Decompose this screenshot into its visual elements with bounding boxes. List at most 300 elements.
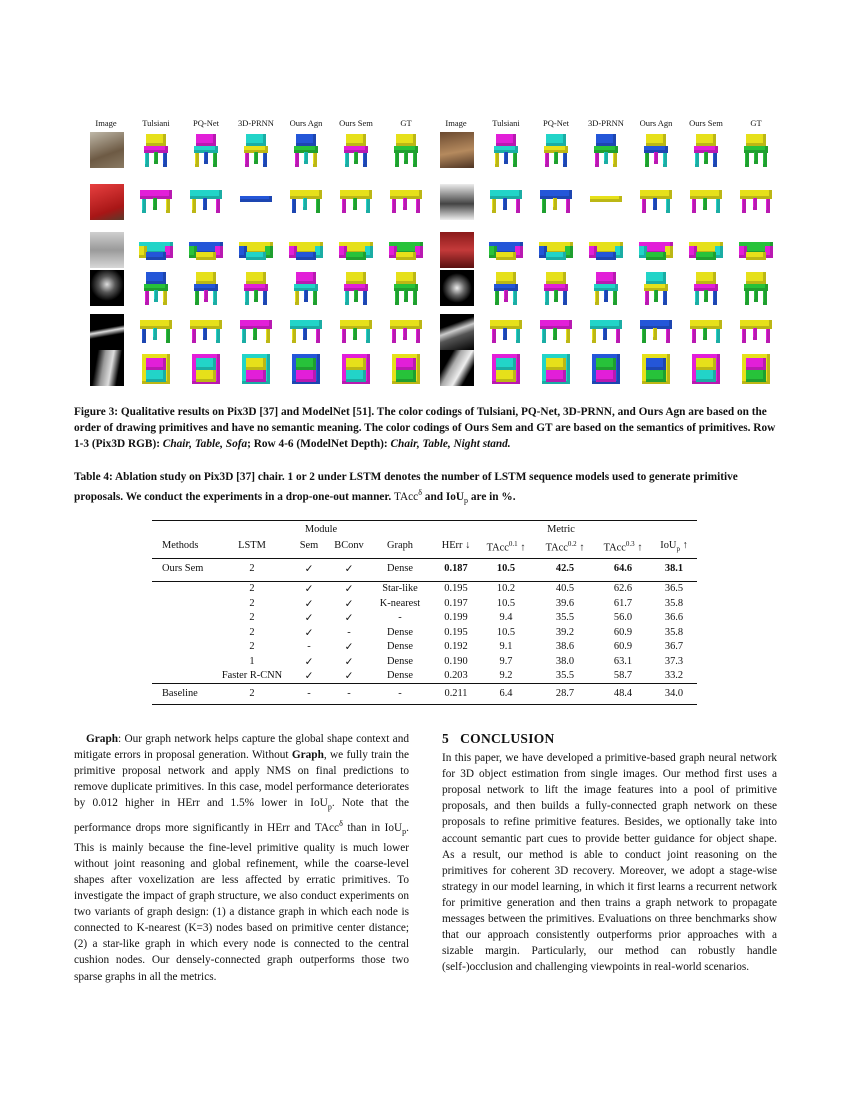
primitive-block xyxy=(266,329,270,343)
figure-caption xyxy=(74,404,776,452)
reconstruction-depth-table-3d-prnn-1 xyxy=(236,314,276,350)
reconstruction-depth-chair-ours-sem-1 xyxy=(336,270,376,306)
reconstruction-chair-3d-prnn-2 xyxy=(586,132,626,168)
row-ablation-5-bconv: ✓ xyxy=(344,642,354,653)
primitive-block xyxy=(296,272,316,284)
row-ablation-6-bconv: ✓ xyxy=(344,656,354,668)
primitive-block xyxy=(545,153,549,167)
reconstruction-depth-chair-gt-2 xyxy=(736,270,776,306)
row-ablation-3-graph: - xyxy=(398,612,402,623)
row-ablation-4-tacc01: 10.5 xyxy=(496,626,516,638)
row-ablation-6-sem: ✓ xyxy=(304,656,314,668)
row-ablation-3-sem: ✓ xyxy=(304,613,314,624)
row-ablation-4-bconv: - xyxy=(347,626,351,638)
primitive-block xyxy=(553,328,557,340)
header-tacc-01 xyxy=(487,540,526,553)
reconstruction-depth-table-gt-1 xyxy=(386,314,426,350)
primitive-block xyxy=(396,358,416,370)
primitive-block xyxy=(654,152,658,164)
primitive-block xyxy=(215,246,223,258)
header-tacc-02-sup: 0.2 xyxy=(567,540,577,548)
primitive-block xyxy=(392,199,396,213)
input-image-sofa-1 xyxy=(90,232,124,268)
row-ablation-2-bconv: ✓ xyxy=(344,598,354,610)
primitive-block xyxy=(163,291,167,305)
header-lstm: LSTM xyxy=(238,540,266,551)
reconstruction-night-stand-tulsiani-2 xyxy=(486,350,526,386)
reconstruction-night-stand-ours-sem-2 xyxy=(686,350,726,386)
primitive-block xyxy=(245,291,249,305)
primitive-block xyxy=(753,198,757,210)
primitive-block xyxy=(495,291,499,305)
row-ablation-3-lstm: 2 xyxy=(249,612,255,623)
row-ours-sem-tacc03: 64.6 xyxy=(613,563,633,574)
primitive-block xyxy=(713,291,717,305)
row-ablation-5-herr: 0.192 xyxy=(444,641,468,652)
reconstruction-depth-table-gt-2 xyxy=(736,314,776,350)
row-ours-sem-tacc02: 42.5 xyxy=(555,563,575,574)
row-ablation-2-tacc02: 39.6 xyxy=(555,597,575,609)
primitive-block xyxy=(354,152,358,164)
row-baseline-iou: 34.0 xyxy=(664,688,684,699)
primitive-block xyxy=(403,328,407,340)
reconstruction-chair-ours-agn-2 xyxy=(636,132,676,168)
primitive-block xyxy=(315,246,323,258)
reconstruction-depth-table-tulsiani-2 xyxy=(486,314,526,350)
header-iou xyxy=(660,540,687,553)
row-ablation-5-tacc01: 9.1 xyxy=(499,641,513,652)
primitive-block xyxy=(396,272,416,284)
primitive-block xyxy=(503,198,507,210)
row-ablation-5-sem: - xyxy=(307,641,311,652)
primitive-block xyxy=(746,358,766,370)
primitive-block xyxy=(754,152,758,164)
table-caption-iou-sub: p xyxy=(464,496,469,506)
header-tacc-02 xyxy=(546,540,585,553)
primitive-block xyxy=(563,153,567,167)
primitive-block xyxy=(204,290,208,302)
primitive-block xyxy=(546,358,566,370)
row-ablation-4-iou: 35.8 xyxy=(664,626,684,638)
reconstruction-night-stand-gt-1 xyxy=(386,350,426,386)
reconstruction-sofa-3d-prnn-2 xyxy=(586,232,626,268)
primitive-block xyxy=(246,252,266,260)
primitive-block xyxy=(353,328,357,340)
input-image-night-stand-2 xyxy=(440,350,474,386)
header-tacc-01-label: TAcc xyxy=(486,542,509,554)
primitive-block xyxy=(363,291,367,305)
primitive-block xyxy=(346,134,366,146)
primitive-block xyxy=(142,199,146,213)
reconstruction-sofa-pq-net-2 xyxy=(536,232,576,268)
primitive-block xyxy=(696,272,716,284)
primitive-block xyxy=(642,199,646,213)
primitive-block xyxy=(213,291,217,305)
primitive-block xyxy=(646,134,666,146)
primitive-block xyxy=(653,198,657,210)
primitive-block xyxy=(545,291,549,305)
primitive-block xyxy=(595,153,599,167)
reconstruction-depth-table-ours-agn-2 xyxy=(636,314,676,350)
primitive-block xyxy=(145,291,149,305)
column-header-2: Tulsiani xyxy=(142,118,170,128)
row-ablation-5-iou: 36.7 xyxy=(664,641,684,652)
row-ablation-4-tacc02: 39.2 xyxy=(555,626,575,638)
reconstruction-table-pq-net-2 xyxy=(536,184,576,220)
header-tacc-02-arrow: ↑ xyxy=(576,542,585,554)
section-number: 5 xyxy=(442,731,450,746)
row-ablation-5-tacc03: 60.9 xyxy=(613,641,633,652)
reconstruction-sofa-3d-prnn-1 xyxy=(236,232,276,268)
primitive-block xyxy=(613,153,617,167)
primitive-block xyxy=(615,246,623,258)
primitive-block xyxy=(703,328,707,340)
primitive-block xyxy=(546,272,566,284)
reconstruction-table-gt-2 xyxy=(736,184,776,220)
primitive-block xyxy=(746,370,766,382)
group-header-metric: Metric xyxy=(547,524,575,535)
primitive-block xyxy=(345,153,349,167)
reconstruction-sofa-ours-agn-1 xyxy=(286,232,326,268)
reconstruction-sofa-tulsiani-1 xyxy=(136,232,176,268)
reconstruction-depth-chair-pq-net-1 xyxy=(186,270,226,306)
primitive-block xyxy=(313,153,317,167)
row-ours-sem-tacc01: 10.5 xyxy=(496,563,516,574)
reconstruction-depth-table-ours-sem-1 xyxy=(336,314,376,350)
row-baseline-lstm: 2 xyxy=(249,688,255,699)
reconstruction-table-tulsiani-2 xyxy=(486,184,526,220)
table-header-rule xyxy=(152,558,697,559)
primitive-block xyxy=(204,152,208,164)
primitive-block xyxy=(392,329,396,343)
table-caption-end: are in %. xyxy=(468,490,516,503)
graph-text-sub: p xyxy=(327,802,332,812)
primitive-block xyxy=(345,291,349,305)
header-iou-label: IoU xyxy=(660,540,677,551)
reconstruction-table-3d-prnn-2 xyxy=(586,184,626,220)
graph-text-3: . Note that the performance drops more significantly in HErr and TAcc xyxy=(74,797,409,834)
primitive-block xyxy=(696,252,716,260)
primitive-block xyxy=(704,290,708,302)
header-tacc-03-sup: 0.3 xyxy=(625,540,635,548)
row-ablation-1-graph: Star-like xyxy=(382,583,418,594)
primitive-block xyxy=(265,246,273,258)
qualitative-results-figure xyxy=(84,118,774,386)
row-ablation-6-tacc02: 38.0 xyxy=(555,655,575,667)
column-header-8: Image xyxy=(445,118,467,128)
row-baseline-tacc02: 28.7 xyxy=(555,688,575,699)
header-tacc-03-arrow: ↑ xyxy=(634,542,643,554)
primitive-block xyxy=(603,328,607,340)
reconstruction-depth-chair-gt-1 xyxy=(386,270,426,306)
primitive-block xyxy=(263,291,267,305)
reconstruction-depth-table-ours-agn-1 xyxy=(286,314,326,350)
column-header-12: Ours Agn xyxy=(639,118,673,128)
primitive-block xyxy=(696,358,716,370)
row-ablation-7-herr: 0.203 xyxy=(444,670,468,681)
reconstruction-depth-chair-ours-agn-1 xyxy=(286,270,326,306)
primitive-block xyxy=(554,152,558,164)
column-header-13: Ours Sem xyxy=(689,118,723,128)
primitive-block xyxy=(396,252,416,260)
row-ablation-5-tacc02: 38.6 xyxy=(555,641,575,652)
reconstruction-night-stand-3d-prnn-1 xyxy=(236,350,276,386)
reconstruction-depth-chair-ours-sem-2 xyxy=(686,270,726,306)
primitive-block xyxy=(196,272,216,284)
primitive-block xyxy=(542,199,546,213)
primitive-block xyxy=(246,272,266,284)
left-column xyxy=(74,731,409,985)
row-ablation-2-tacc01: 10.5 xyxy=(496,597,516,609)
primitive-block xyxy=(296,358,316,370)
header-sem: Sem xyxy=(299,540,319,551)
primitive-block xyxy=(746,272,766,284)
primitive-block xyxy=(565,246,573,258)
row-ablation-3-tacc01: 9.4 xyxy=(499,612,513,623)
primitive-block xyxy=(665,246,673,258)
row-ablation-6-tacc01: 9.7 xyxy=(499,655,513,667)
primitive-block xyxy=(695,153,699,167)
primitive-block xyxy=(142,329,146,343)
primitive-block xyxy=(216,329,220,343)
primitive-block xyxy=(542,329,546,343)
primitive-block xyxy=(304,152,308,164)
primitive-block xyxy=(192,329,196,343)
reconstruction-night-stand-ours-agn-1 xyxy=(286,350,326,386)
row-ablation-4-lstm: 2 xyxy=(249,626,255,638)
input-image-sofa-2 xyxy=(440,232,474,268)
header-herr: HErr ↓ xyxy=(441,540,471,551)
reconstruction-depth-table-tulsiani-1 xyxy=(136,314,176,350)
reconstruction-sofa-gt-1 xyxy=(386,232,426,268)
primitive-block xyxy=(316,199,320,213)
row-ablation-5-lstm: 2 xyxy=(249,641,255,652)
primitive-block xyxy=(395,153,399,167)
primitive-block xyxy=(496,252,516,260)
row-ablation-4-tacc03: 60.9 xyxy=(613,626,633,638)
row-ablation-2-sem: ✓ xyxy=(304,598,314,610)
row-ablation-7-tacc01: 9.2 xyxy=(499,670,513,681)
primitive-block xyxy=(254,152,258,164)
input-image-depth-table-1 xyxy=(90,314,124,350)
primitive-block xyxy=(196,252,216,260)
primitive-block xyxy=(495,153,499,167)
input-image-night-stand-1 xyxy=(90,350,124,386)
primitive-block xyxy=(766,329,770,343)
primitive-block xyxy=(145,153,149,167)
primitive-block xyxy=(242,329,246,343)
primitive-block xyxy=(416,329,420,343)
primitive-block xyxy=(596,272,616,284)
primitive-block xyxy=(165,246,173,258)
primitive-block xyxy=(754,290,758,302)
primitive-block xyxy=(746,134,766,146)
primitive-block xyxy=(696,134,716,146)
primitive-block xyxy=(766,199,770,213)
reconstruction-depth-table-pq-net-2 xyxy=(536,314,576,350)
row-ours-sem-iou: 38.1 xyxy=(664,563,684,574)
row-ablation-1-sem: ✓ xyxy=(304,584,314,595)
primitive-block xyxy=(154,152,158,164)
reconstruction-sofa-ours-sem-2 xyxy=(686,232,726,268)
primitive-block xyxy=(296,134,316,146)
primitive-block xyxy=(515,246,523,258)
row-ablation-1-iou: 36.5 xyxy=(664,583,684,594)
primitive-block xyxy=(254,290,258,302)
primitive-block xyxy=(413,291,417,305)
primitive-block xyxy=(613,291,617,305)
row-ablation-7-bconv: ✓ xyxy=(344,671,354,682)
figure-caption-pix3d: Chair, Table, Sofa xyxy=(162,438,248,450)
primitive-block xyxy=(342,199,346,213)
row-ablation-2-iou: 35.8 xyxy=(664,597,684,609)
primitive-block xyxy=(263,153,267,167)
row-ablation-7-lstm: Faster R-CNN xyxy=(221,670,283,681)
primitive-block xyxy=(654,290,658,302)
row-ablation-3-iou: 36.6 xyxy=(664,612,684,623)
row-ablation-4-sem: ✓ xyxy=(304,627,314,639)
table-caption-tacc-sup: δ xyxy=(418,488,422,497)
primitive-block xyxy=(666,329,670,343)
primitive-block xyxy=(516,329,520,343)
primitive-block xyxy=(516,199,520,213)
reconstruction-table-ours-sem-1 xyxy=(336,184,376,220)
primitive-block xyxy=(696,370,716,382)
graph-text-1: : Our graph network helps capture the global shape context and mitigate errors in proposal generation. Without xyxy=(74,733,409,762)
reconstruction-depth-table-3d-prnn-2 xyxy=(586,314,626,350)
primitive-block xyxy=(366,329,370,343)
reconstruction-depth-chair-3d-prnn-1 xyxy=(236,270,276,306)
reconstruction-night-stand-pq-net-1 xyxy=(186,350,226,386)
reconstruction-table-ours-agn-1 xyxy=(286,184,326,220)
reconstruction-chair-tulsiani-2 xyxy=(486,132,526,168)
primitive-block xyxy=(192,199,196,213)
primitive-block xyxy=(745,153,749,167)
primitive-block xyxy=(404,152,408,164)
primitive-block xyxy=(292,329,296,343)
primitive-block xyxy=(765,246,773,258)
reconstruction-chair-3d-prnn-1 xyxy=(236,132,276,168)
primitive-block xyxy=(365,246,373,258)
row-ablation-7-iou: 33.2 xyxy=(664,670,684,681)
primitive-block xyxy=(496,370,516,382)
primitive-block xyxy=(196,358,216,370)
column-header-1: Image xyxy=(95,118,117,128)
row-baseline-sem: - xyxy=(307,688,311,699)
primitive-block xyxy=(496,134,516,146)
header-tacc-03 xyxy=(604,540,643,553)
primitive-block xyxy=(354,290,358,302)
figure-caption-text: Figure 3: Qualitative results on Pix3D [37] and ModelNet [51]. The color codings of Tulsiani, PQ-Net, 3D-PRNN, and Ours Agn are based on the order of drawing primitives and have no semantic meaning. The color codings of Ours Sem and GT are based on the semantics of primitives. Row 1-3 (Pix3D RGB): xyxy=(74,406,776,450)
primitive-block xyxy=(503,328,507,340)
primitive-block xyxy=(604,290,608,302)
header-iou-sub: p xyxy=(676,545,680,554)
reconstruction-depth-table-ours-sem-2 xyxy=(686,314,726,350)
primitive-block xyxy=(745,291,749,305)
primitive-block xyxy=(763,291,767,305)
row-ours-sem-graph: Dense xyxy=(387,563,413,574)
row-ablation-3-tacc02: 35.5 xyxy=(555,612,575,623)
primitive-block xyxy=(404,290,408,302)
primitive-block xyxy=(295,153,299,167)
reconstruction-sofa-ours-sem-1 xyxy=(336,232,376,268)
reconstruction-sofa-gt-2 xyxy=(736,232,776,268)
header-tacc-03-label: TAcc xyxy=(603,542,626,554)
row-ablation-3-tacc03: 56.0 xyxy=(613,612,633,623)
reconstruction-depth-chair-ours-agn-2 xyxy=(636,270,676,306)
row-ablation-6-herr: 0.190 xyxy=(444,655,468,667)
reconstruction-chair-pq-net-1 xyxy=(186,132,226,168)
section-title: CONCLUSION xyxy=(460,731,555,746)
primitive-block xyxy=(742,199,746,213)
row-ours-sem-sem: ✓ xyxy=(304,564,314,575)
primitive-block xyxy=(504,152,508,164)
primitive-block xyxy=(563,291,567,305)
primitive-block xyxy=(645,153,649,167)
row-ours-sem-lstm: 2 xyxy=(249,563,255,574)
header-bconv: BConv xyxy=(334,540,364,551)
primitive-block xyxy=(253,328,257,340)
section-heading xyxy=(442,731,777,747)
column-header-4: 3D-PRNN xyxy=(238,118,274,128)
primitive-block xyxy=(554,290,558,302)
primitive-block xyxy=(546,252,566,260)
column-header-9: Tulsiani xyxy=(492,118,520,128)
primitive-block xyxy=(663,153,667,167)
table-caption: Table 4: Ablation study on Pix3D [37] chair. 1 or 2 under LSTM denotes the number of LSTM sequence models used to generate primitive proposals. We conduct the experiments in a drop-one-out manner. TAcc$^\delta$ and IoU$_p$ are in %. xyxy=(74,471,738,506)
primitive-block xyxy=(303,198,307,210)
primitive-block xyxy=(196,370,216,382)
group-header-module: Module xyxy=(304,524,338,535)
primitive-block xyxy=(403,198,407,210)
primitive-block xyxy=(715,246,723,258)
column-header-11: 3D-PRNN xyxy=(588,118,624,128)
primitive-block xyxy=(763,153,767,167)
graph-text-5: . This is mainly because the fine-level primitive quality is much lower without joint reasoning and global refinement, while the coarse-level shapes after voxelization are less affected by erratic primitives. To investigate the impact of graph structure, we also conduct experiments on two variants of graph design: (1) a distance graph in which each node is connected to K-nearest (K=3) nodes based on primitive center distance; (2) a star-like graph in which every node is connected to the central cushion nodes. Our densely-connected graph outperforms those two sparse graphs in all the metrics. xyxy=(74,821,409,983)
row-ablation-3-bconv: ✓ xyxy=(344,613,354,624)
input-image-depth-chair-2 xyxy=(440,270,474,306)
primitive-block xyxy=(195,153,199,167)
primitive-block xyxy=(704,152,708,164)
reconstruction-table-ours-sem-2 xyxy=(686,184,726,220)
row-baseline-herr: 0.211 xyxy=(444,688,468,699)
primitive-block xyxy=(642,329,646,343)
primitive-block xyxy=(513,291,517,305)
reconstruction-depth-chair-3d-prnn-2 xyxy=(586,270,626,306)
primitive-block xyxy=(566,329,570,343)
reconstruction-depth-chair-tulsiani-2 xyxy=(486,270,526,306)
reconstruction-chair-gt-1 xyxy=(386,132,426,168)
reconstruction-table-gt-1 xyxy=(386,184,426,220)
primitive-block xyxy=(646,272,666,284)
row-ablation-2-tacc03: 61.7 xyxy=(613,597,633,609)
header-methods: Methods xyxy=(162,540,199,551)
row-ablation-7-graph: Dense xyxy=(387,670,413,681)
table-caption-tail: and IoU xyxy=(421,490,465,503)
primitive-block xyxy=(295,291,299,305)
graph-text-sup: δ xyxy=(339,818,343,828)
primitive-block xyxy=(692,329,696,343)
row-ablation-5-graph: Dense xyxy=(387,641,413,652)
row-baseline-tacc03: 48.4 xyxy=(613,688,633,699)
row-ablation-1-tacc02: 40.5 xyxy=(555,583,575,594)
row-ablation-1-bconv: ✓ xyxy=(344,584,354,595)
reconstruction-chair-gt-2 xyxy=(736,132,776,168)
primitive-block xyxy=(703,198,707,210)
primitive-block xyxy=(296,252,316,260)
primitive-block xyxy=(240,196,272,202)
primitive-block xyxy=(716,199,720,213)
